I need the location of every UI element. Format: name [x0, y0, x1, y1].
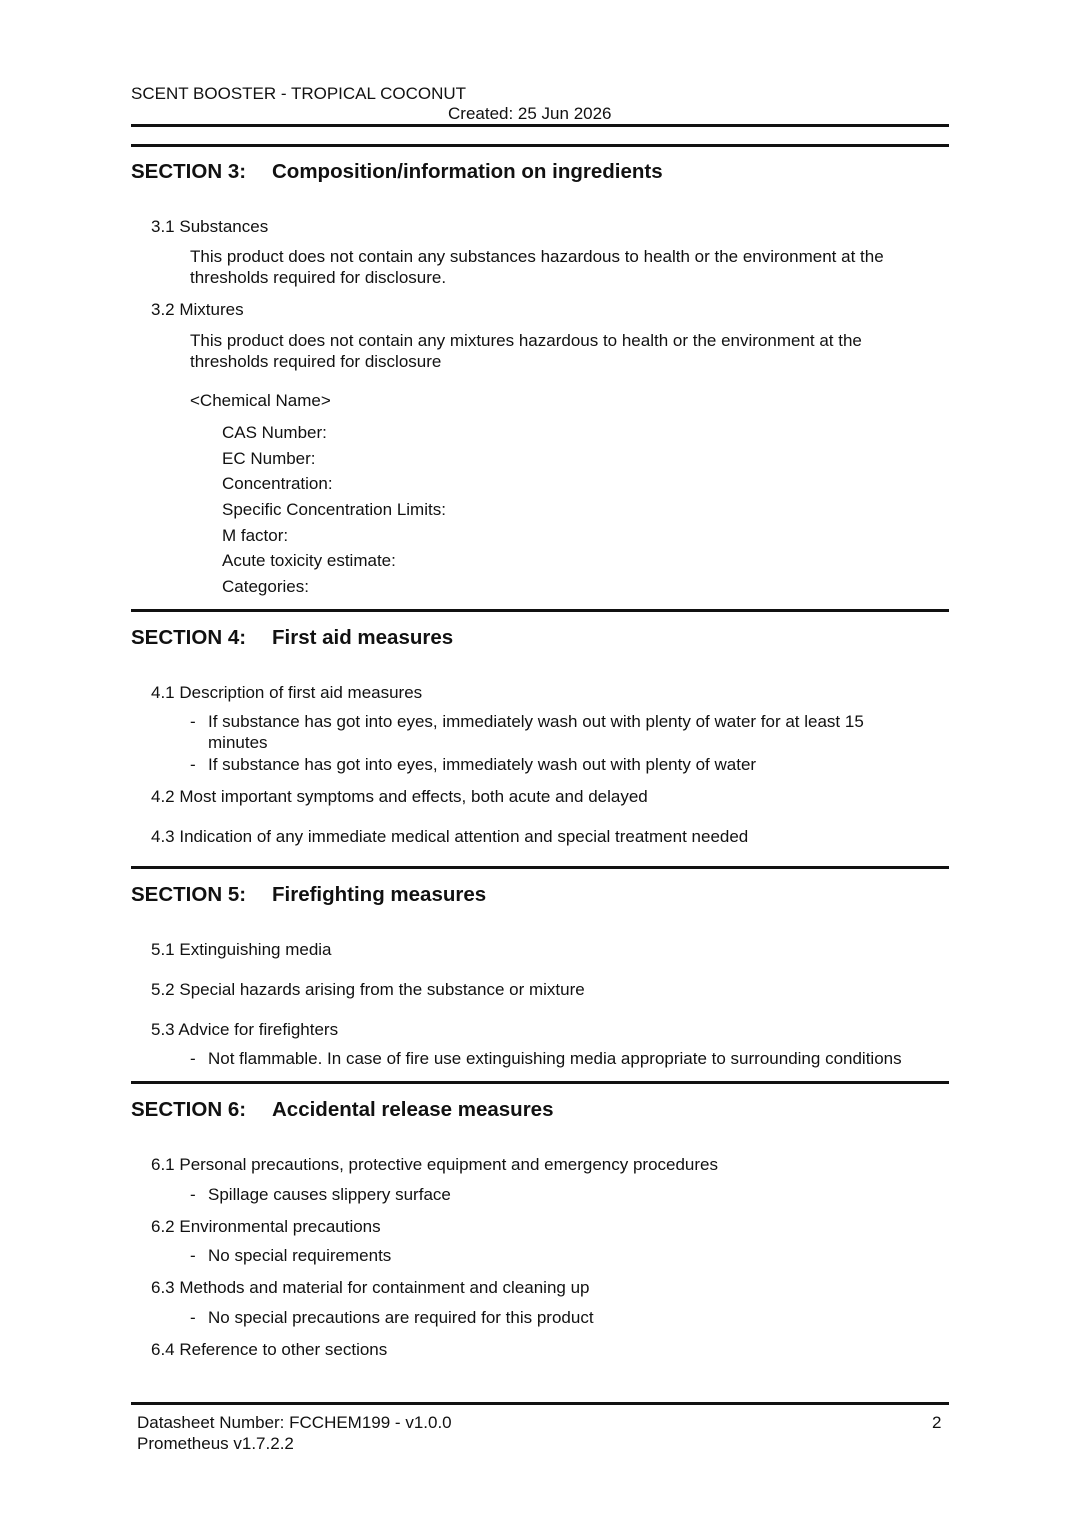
- section-6-number: SECTION 6:: [131, 1098, 247, 1121]
- created-date: Created: 25 Jun 2026: [448, 104, 612, 123]
- section-6-title: Accidental release measures: [272, 1098, 554, 1121]
- subsection-3-1-title: 3.1 Substances: [151, 217, 269, 236]
- subsection-4-3-title: 4.3 Indication of any immediate medical attention and special treatment needed: [151, 827, 749, 846]
- subsection-3-2-text: This product does not contain any mixtures hazardous to health or the environment at the thresholds required for disclosure: [190, 331, 862, 371]
- subsection-5-1-title: 5.1 Extinguishing media: [151, 940, 332, 959]
- section-4-title: First aid measures: [272, 626, 454, 649]
- header-rule: [131, 124, 949, 127]
- list-item: [190, 754, 950, 775]
- concentration-label: Concentration:: [222, 474, 333, 493]
- subsection-6-1-title: 6.1 Personal precautions, protective equipment and emergency procedures: [151, 1155, 719, 1174]
- specific-concentration-limits-label: Specific Concentration Limits:: [222, 500, 446, 519]
- list-item: [190, 1245, 950, 1266]
- categories-label: Categories:: [222, 577, 309, 596]
- acute-toxicity-estimate-label: Acute toxicity estimate:: [222, 551, 396, 570]
- bullet-text: No special precautions are required for this product: [208, 1308, 594, 1327]
- section-6-heading: [131, 1098, 553, 1122]
- section-divider: [131, 1081, 949, 1084]
- section-5-title: Firefighting measures: [272, 883, 487, 906]
- section-3-heading: [131, 160, 663, 184]
- bullet-dash: -: [190, 755, 196, 774]
- subsection-6-3-title: 6.3 Methods and material for containment and cleaning up: [151, 1278, 590, 1297]
- bullet-dash: -: [190, 712, 196, 731]
- document-product-name: SCENT BOOSTER - TROPICAL COCONUT: [131, 84, 467, 103]
- subsection-3-1-text: This product does not contain any substances hazardous to health or the environment at the thresholds required for disclosure.: [190, 247, 884, 287]
- bullet-dash: -: [190, 1049, 196, 1068]
- subsection-4-2-title: 4.2 Most important symptoms and effects, both acute and delayed: [151, 787, 648, 806]
- section-5-heading: [131, 883, 486, 907]
- list-item: [190, 1184, 950, 1205]
- section-3-title: Composition/information on ingredients: [272, 160, 663, 183]
- subsection-4-1-title: 4.1 Description of first aid measures: [151, 683, 423, 702]
- bullet-text: If substance has got into eyes, immediately wash out with plenty of water for at least 15 minutes: [208, 712, 864, 752]
- bullet-dash: -: [190, 1308, 196, 1327]
- bullet-dash: -: [190, 1246, 196, 1265]
- bullet-text: Spillage causes slippery surface: [208, 1185, 451, 1204]
- list-item: [190, 711, 950, 753]
- list-item: [190, 1307, 950, 1328]
- m-factor-label: M factor:: [222, 526, 289, 545]
- list-item: [190, 1048, 950, 1069]
- section-divider: [131, 866, 949, 869]
- section-divider: [131, 609, 949, 612]
- section-4-number: SECTION 4:: [131, 626, 247, 649]
- cas-number-label: CAS Number:: [222, 423, 327, 442]
- bullet-text: If substance has got into eyes, immediately wash out with plenty of water: [208, 755, 757, 774]
- section-3-number: SECTION 3:: [131, 160, 247, 183]
- datasheet-number: Datasheet Number: FCCHEM199 - v1.0.0: [137, 1413, 452, 1432]
- software-version: Prometheus v1.7.2.2: [137, 1434, 294, 1453]
- subsection-6-4-title: 6.4 Reference to other sections: [151, 1340, 388, 1359]
- bullet-dash: -: [190, 1185, 196, 1204]
- bullet-text: Not flammable. In case of fire use extinguishing media appropriate to surrounding conditions: [208, 1049, 902, 1068]
- footer-rule: [131, 1402, 949, 1405]
- section-5-number: SECTION 5:: [131, 883, 247, 906]
- subsection-6-2-title: 6.2 Environmental precautions: [151, 1217, 381, 1236]
- subsection-5-2-title: 5.2 Special hazards arising from the substance or mixture: [151, 980, 585, 999]
- chemical-name-placeholder: <Chemical Name>: [190, 391, 331, 410]
- subsection-5-3-title: 5.3 Advice for firefighters: [151, 1020, 339, 1039]
- page-number: 2: [932, 1413, 942, 1432]
- section-divider: [131, 144, 949, 147]
- section-4-heading: [131, 626, 453, 650]
- ec-number-label: EC Number:: [222, 449, 316, 468]
- bullet-text: No special requirements: [208, 1246, 392, 1265]
- subsection-3-2-title: 3.2 Mixtures: [151, 300, 244, 319]
